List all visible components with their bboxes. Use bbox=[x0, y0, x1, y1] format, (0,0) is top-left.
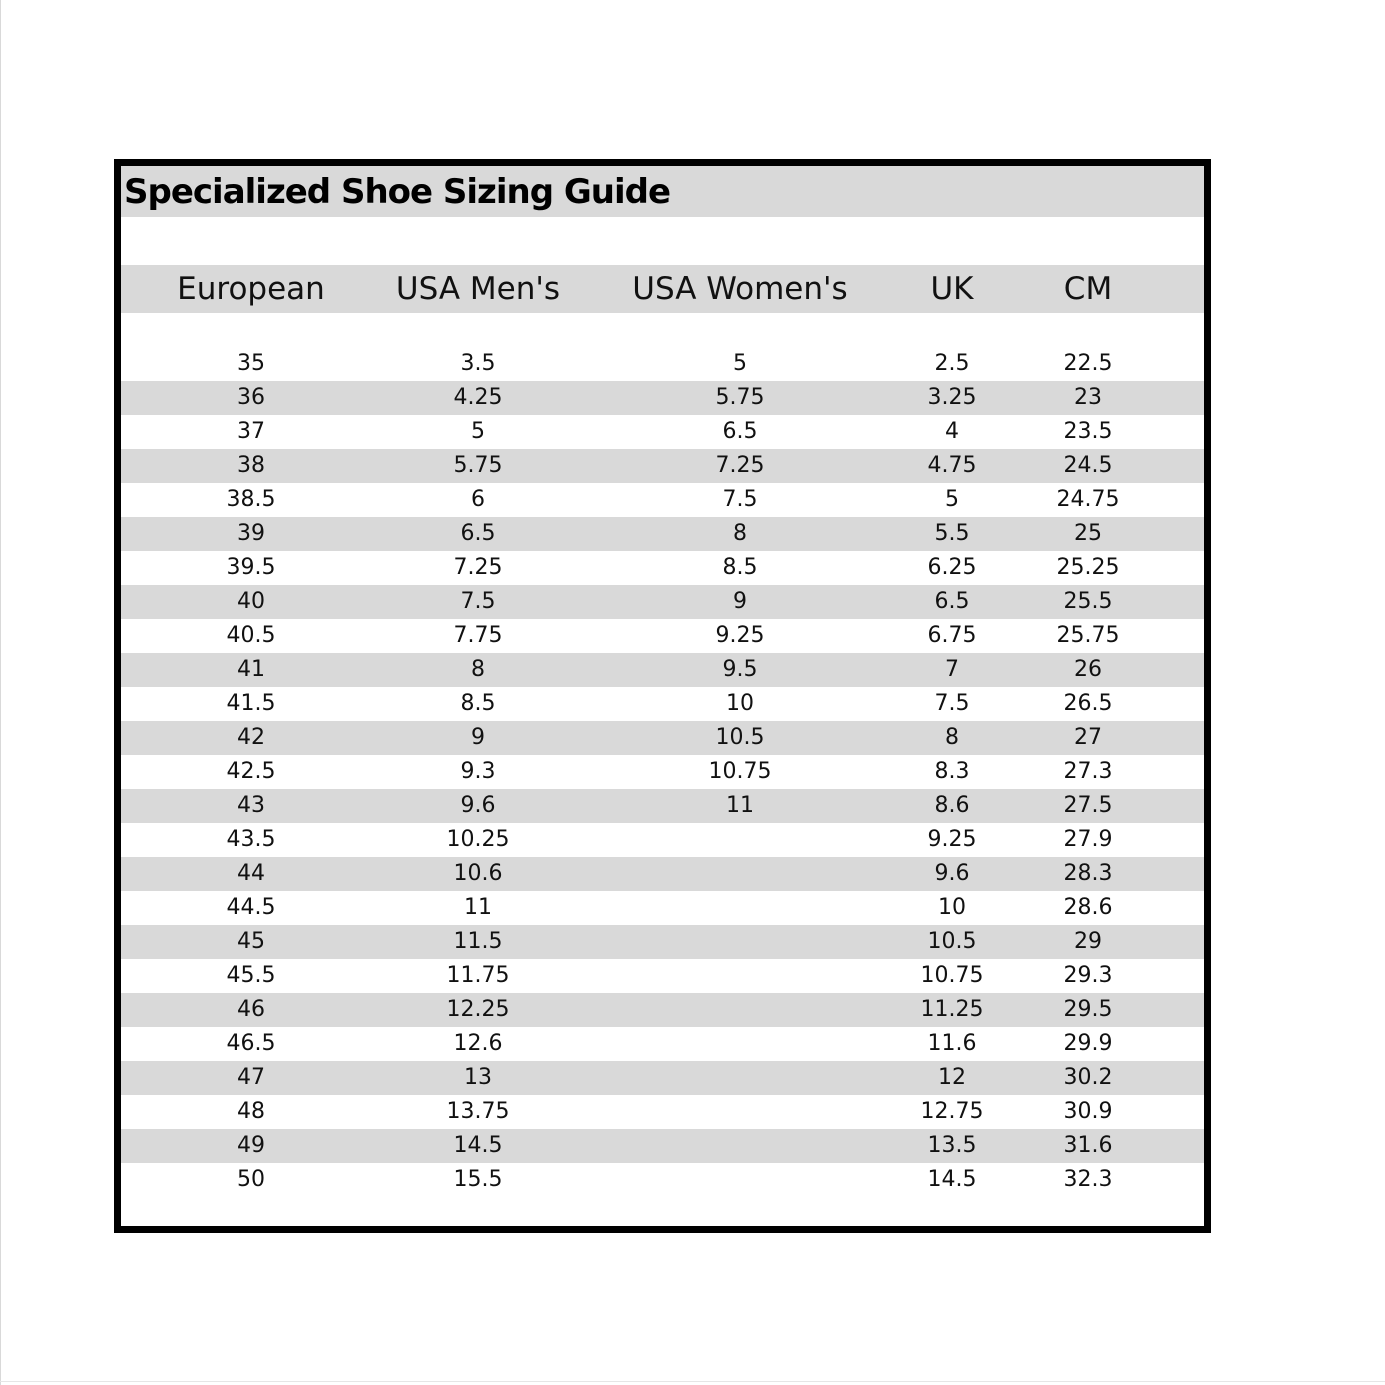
table-row bbox=[121, 653, 1204, 687]
cell-uk: 8.3 bbox=[934, 759, 970, 784]
cell-usa-womens: 8.5 bbox=[722, 555, 758, 580]
sizing-guide-frame bbox=[114, 159, 1211, 1233]
cell-european: 43.5 bbox=[226, 827, 276, 852]
cell-usa-mens: 11.5 bbox=[453, 929, 503, 954]
header-uk: UK bbox=[930, 271, 974, 307]
cell-european: 38.5 bbox=[226, 487, 276, 512]
cell-usa-mens: 15.5 bbox=[453, 1167, 503, 1192]
table-row bbox=[121, 891, 1204, 925]
cell-uk: 5 bbox=[945, 487, 959, 512]
cell-european: 46.5 bbox=[226, 1031, 276, 1056]
cell-cm: 25.75 bbox=[1056, 623, 1120, 648]
header-usa-womens: USA Women's bbox=[632, 271, 848, 307]
cell-european: 45.5 bbox=[226, 963, 276, 988]
cell-cm: 29 bbox=[1074, 929, 1102, 954]
table-row bbox=[121, 381, 1204, 415]
cell-usa-womens: 6.5 bbox=[722, 419, 758, 444]
guide-title: Specialized Shoe Sizing Guide bbox=[124, 172, 671, 212]
table-row bbox=[121, 857, 1204, 891]
cell-european: 42 bbox=[237, 725, 265, 750]
cell-european: 45 bbox=[237, 929, 265, 954]
cell-usa-mens: 5.75 bbox=[453, 453, 503, 478]
cell-cm: 26.5 bbox=[1063, 691, 1113, 716]
cell-uk: 6.5 bbox=[934, 589, 970, 614]
cell-european: 44.5 bbox=[226, 895, 276, 920]
cell-uk: 8.6 bbox=[934, 793, 970, 818]
cell-usa-womens: 9.5 bbox=[722, 657, 758, 682]
cell-usa-mens: 9.3 bbox=[460, 759, 496, 784]
cell-european: 46 bbox=[237, 997, 265, 1022]
cell-usa-mens: 12.25 bbox=[446, 997, 510, 1022]
cell-uk: 9.25 bbox=[927, 827, 977, 852]
cell-usa-womens: 7.5 bbox=[722, 487, 758, 512]
cell-uk: 12.75 bbox=[920, 1099, 984, 1124]
cell-uk: 10.75 bbox=[920, 963, 984, 988]
table-row bbox=[121, 347, 1204, 381]
cell-uk: 2.5 bbox=[934, 351, 970, 376]
cell-usa-mens: 11 bbox=[464, 895, 492, 920]
cell-uk: 9.6 bbox=[934, 861, 970, 886]
cell-european: 41 bbox=[237, 657, 265, 682]
table-row bbox=[121, 925, 1204, 959]
cell-european: 35 bbox=[237, 351, 265, 376]
cell-usa-womens: 5 bbox=[733, 351, 747, 376]
table-row bbox=[121, 755, 1204, 789]
cell-usa-mens: 7.25 bbox=[453, 555, 503, 580]
cell-european: 48 bbox=[237, 1099, 265, 1124]
table-row bbox=[121, 1027, 1204, 1061]
cell-usa-mens: 11.75 bbox=[446, 963, 510, 988]
cell-usa-womens: 5.75 bbox=[715, 385, 765, 410]
table-row bbox=[121, 619, 1204, 653]
table-row bbox=[121, 551, 1204, 585]
cell-uk: 7 bbox=[945, 657, 959, 682]
cell-cm: 28.6 bbox=[1063, 895, 1113, 920]
table-row bbox=[121, 789, 1204, 823]
cell-uk: 5.5 bbox=[934, 521, 970, 546]
cell-usa-mens: 7.5 bbox=[460, 589, 496, 614]
cell-usa-mens: 12.6 bbox=[453, 1031, 503, 1056]
header-usa-mens: USA Men's bbox=[395, 271, 561, 307]
cell-uk: 4.75 bbox=[927, 453, 977, 478]
cell-usa-mens: 9 bbox=[471, 725, 485, 750]
cell-usa-mens: 4.25 bbox=[453, 385, 503, 410]
page-bottom-edge bbox=[0, 1381, 1385, 1382]
table-row bbox=[121, 687, 1204, 721]
cell-cm: 30.9 bbox=[1063, 1099, 1113, 1124]
cell-usa-womens: 10.75 bbox=[708, 759, 772, 784]
cell-usa-mens: 8.5 bbox=[460, 691, 496, 716]
cell-usa-womens: 9.25 bbox=[715, 623, 765, 648]
table-row bbox=[121, 1061, 1204, 1095]
cell-usa-womens: 10.5 bbox=[715, 725, 765, 750]
cell-uk: 6.75 bbox=[927, 623, 977, 648]
cell-usa-mens: 13 bbox=[464, 1065, 492, 1090]
cell-usa-mens: 10.6 bbox=[453, 861, 503, 886]
cell-usa-mens: 5 bbox=[471, 419, 485, 444]
cell-european: 39 bbox=[237, 521, 265, 546]
cell-european: 40.5 bbox=[226, 623, 276, 648]
cell-uk: 13.5 bbox=[927, 1133, 977, 1158]
cell-uk: 10 bbox=[938, 895, 966, 920]
cell-cm: 30.2 bbox=[1063, 1065, 1113, 1090]
cell-usa-mens: 7.75 bbox=[453, 623, 503, 648]
table-row bbox=[121, 993, 1204, 1027]
table-row bbox=[121, 415, 1204, 449]
table-row bbox=[121, 721, 1204, 755]
column-header-row bbox=[121, 265, 1204, 313]
cell-european: 42.5 bbox=[226, 759, 276, 784]
cell-cm: 27.5 bbox=[1063, 793, 1113, 818]
cell-uk: 12 bbox=[938, 1065, 966, 1090]
cell-usa-mens: 10.25 bbox=[446, 827, 510, 852]
cell-european: 39.5 bbox=[226, 555, 276, 580]
cell-european: 36 bbox=[237, 385, 265, 410]
cell-cm: 29.9 bbox=[1063, 1031, 1113, 1056]
cell-uk: 11.25 bbox=[920, 997, 984, 1022]
cell-cm: 27.9 bbox=[1063, 827, 1113, 852]
cell-european: 43 bbox=[237, 793, 265, 818]
cell-uk: 3.25 bbox=[927, 385, 977, 410]
table-row bbox=[121, 1095, 1204, 1129]
cell-cm: 31.6 bbox=[1063, 1133, 1113, 1158]
cell-usa-mens: 3.5 bbox=[460, 351, 496, 376]
header-european: European bbox=[177, 271, 325, 307]
cell-usa-womens: 9 bbox=[733, 589, 747, 614]
cell-cm: 28.3 bbox=[1063, 861, 1113, 886]
cell-european: 44 bbox=[237, 861, 265, 886]
cell-usa-womens: 10 bbox=[726, 691, 754, 716]
table-row bbox=[121, 959, 1204, 993]
cell-usa-mens: 8 bbox=[471, 657, 485, 682]
table-row bbox=[121, 823, 1204, 857]
cell-cm: 24.75 bbox=[1056, 487, 1120, 512]
cell-cm: 27.3 bbox=[1063, 759, 1113, 784]
cell-european: 40 bbox=[237, 589, 265, 614]
cell-cm: 22.5 bbox=[1063, 351, 1113, 376]
cell-european: 50 bbox=[237, 1167, 265, 1192]
table-row bbox=[121, 1129, 1204, 1163]
cell-uk: 14.5 bbox=[927, 1167, 977, 1192]
cell-european: 47 bbox=[237, 1065, 265, 1090]
cell-cm: 25 bbox=[1074, 521, 1102, 546]
cell-uk: 6.25 bbox=[927, 555, 977, 580]
cell-usa-mens: 6 bbox=[471, 487, 485, 512]
cell-cm: 25.25 bbox=[1056, 555, 1120, 580]
cell-cm: 24.5 bbox=[1063, 453, 1113, 478]
cell-uk: 10.5 bbox=[927, 929, 977, 954]
cell-usa-womens: 11 bbox=[726, 793, 754, 818]
cell-european: 37 bbox=[237, 419, 265, 444]
cell-cm: 23 bbox=[1074, 385, 1102, 410]
table-row bbox=[121, 1163, 1204, 1197]
cell-usa-mens: 9.6 bbox=[460, 793, 496, 818]
cell-usa-womens: 7.25 bbox=[715, 453, 765, 478]
cell-european: 38 bbox=[237, 453, 265, 478]
cell-european: 49 bbox=[237, 1133, 265, 1158]
cell-uk: 7.5 bbox=[934, 691, 970, 716]
header-cm: CM bbox=[1063, 271, 1113, 307]
cell-cm: 23.5 bbox=[1063, 419, 1113, 444]
table-row bbox=[121, 483, 1204, 517]
table-row bbox=[121, 517, 1204, 551]
cell-uk: 4 bbox=[945, 419, 959, 444]
cell-usa-mens: 14.5 bbox=[453, 1133, 503, 1158]
cell-cm: 32.3 bbox=[1063, 1167, 1113, 1192]
cell-cm: 29.5 bbox=[1063, 997, 1113, 1022]
cell-cm: 25.5 bbox=[1063, 589, 1113, 614]
size-table-body bbox=[121, 347, 1204, 1197]
cell-cm: 29.3 bbox=[1063, 963, 1113, 988]
table-row bbox=[121, 585, 1204, 619]
cell-uk: 11.6 bbox=[927, 1031, 977, 1056]
cell-cm: 27 bbox=[1074, 725, 1102, 750]
cell-european: 41.5 bbox=[226, 691, 276, 716]
title-bar bbox=[121, 166, 1204, 217]
cell-usa-mens: 13.75 bbox=[446, 1099, 510, 1124]
table-row bbox=[121, 449, 1204, 483]
cell-usa-womens: 8 bbox=[733, 521, 747, 546]
cell-usa-mens: 6.5 bbox=[460, 521, 496, 546]
page-left-edge bbox=[0, 0, 1, 1385]
cell-uk: 8 bbox=[945, 725, 959, 750]
cell-cm: 26 bbox=[1074, 657, 1102, 682]
